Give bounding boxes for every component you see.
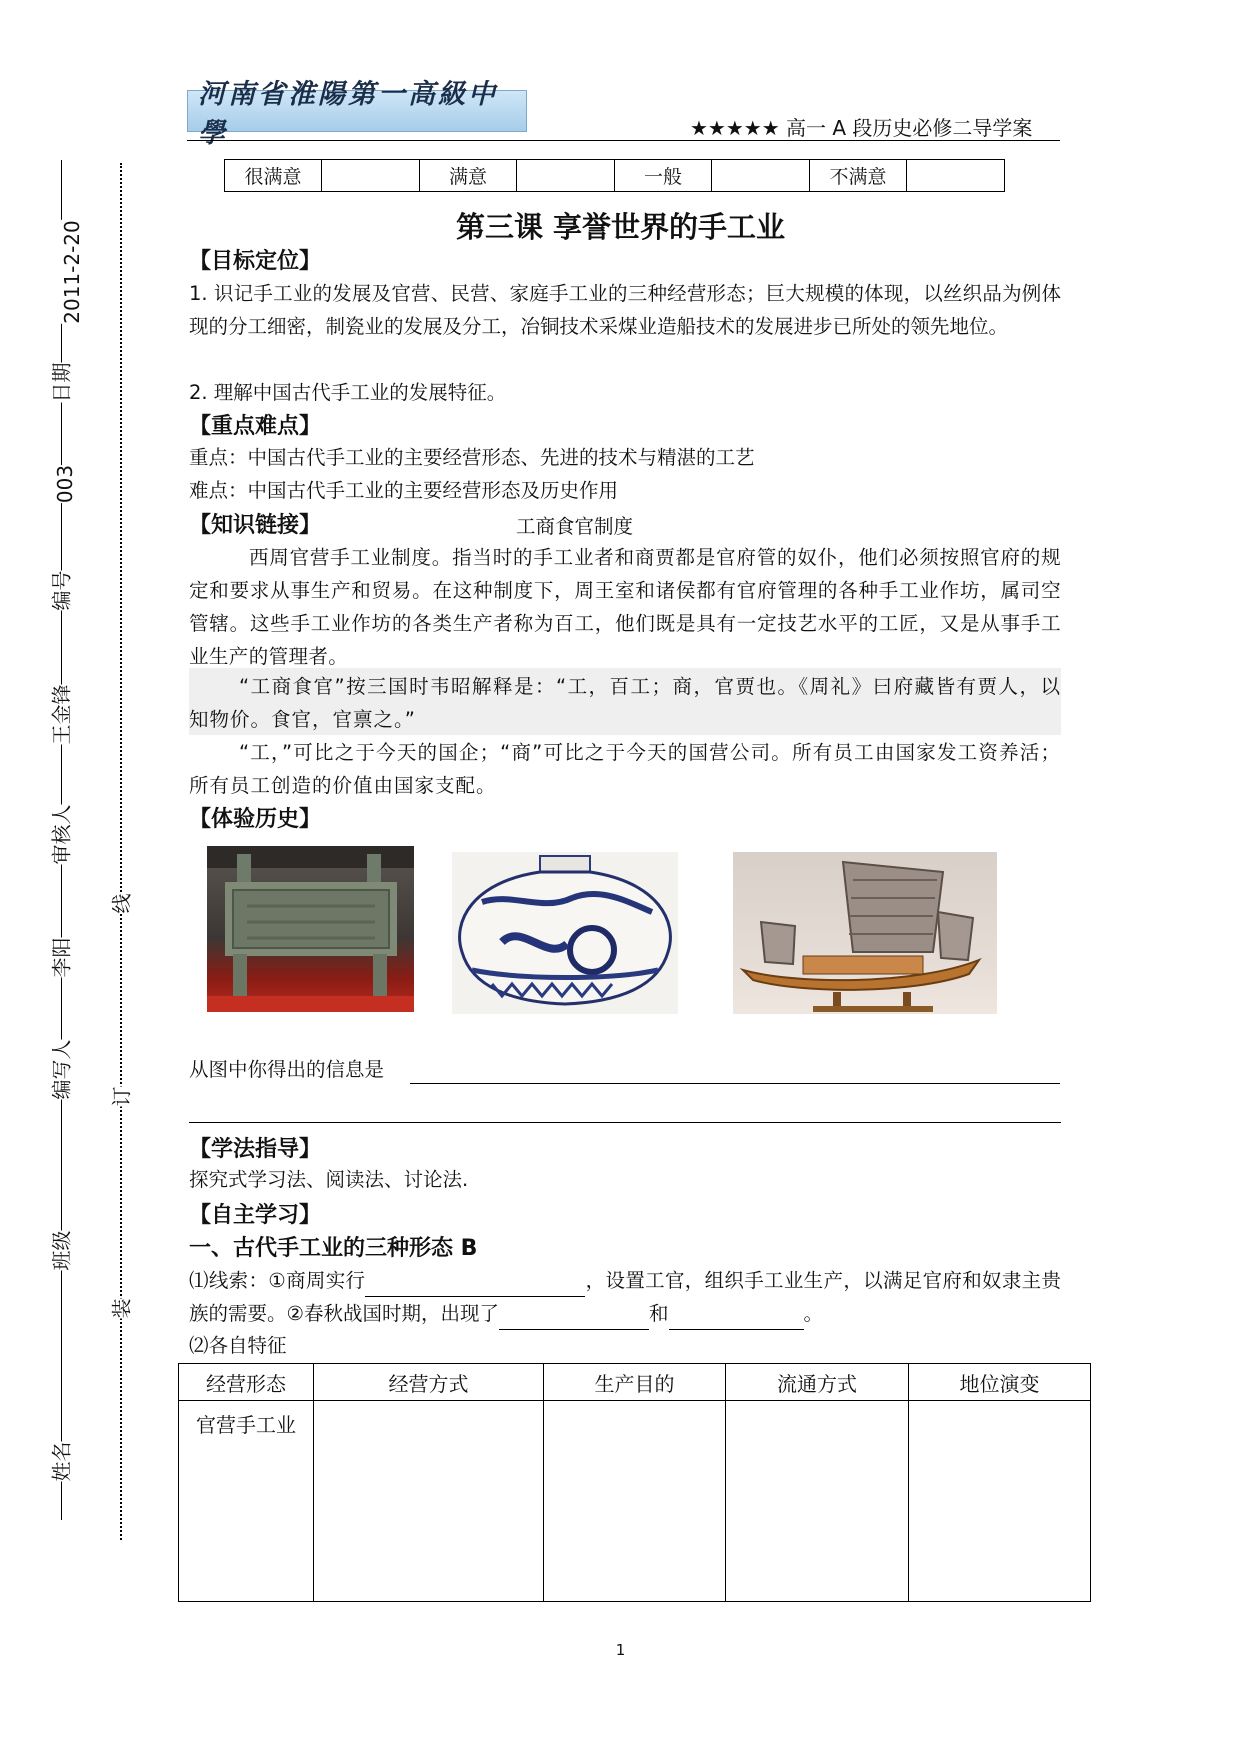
binding-label-zhuang: 装: [102, 1299, 139, 1319]
section-key: 【重点难点】: [189, 414, 322, 439]
table-cell-method[interactable]: [314, 1401, 544, 1602]
key-point: 重点：中国古代手工业的主要经营形态、先进的技术与精湛的工艺: [189, 446, 755, 469]
section-method: 【学法指导】: [189, 1137, 322, 1162]
table-cell-circulation[interactable]: [726, 1401, 909, 1602]
table-cell-form: 官营手工业: [179, 1401, 314, 1602]
clue-paragraph: [189, 1264, 1061, 1330]
section-self-study: 【自主学习】: [189, 1203, 322, 1228]
rating-box-unsatisfied[interactable]: [907, 160, 1005, 192]
goal-item-1: 1. 识记手工业的发展及官营、民营、家庭手工业的三种经营形态；巨大规模的体现，以丝织品为例体现的分工细密，制瓷业的发展及分工，冶铜技术采煤业造船技术的发展进步已所处的领先地位。: [189, 282, 1061, 338]
info-answer-line-1[interactable]: [410, 1083, 1060, 1084]
junk-ship-icon: [733, 852, 997, 1014]
header-rule: [187, 140, 1060, 141]
bronze-ding-icon: [207, 846, 414, 1012]
rating-label-average: 一般: [615, 160, 712, 192]
binding-dotted-line: [120, 163, 122, 1540]
sidebar-class-label: 班级: [46, 1231, 75, 1271]
blue-white-jar-icon: [452, 852, 678, 1014]
section-experience: 【体验历史】: [189, 807, 322, 832]
table-cell-purpose[interactable]: [544, 1401, 726, 1602]
link-paragraph-1: 西周官营手工业制度。指当时的手工业者和商贾都是官府管的奴仆，他们必须按照官府的规定和要求从事生产和贸易。在这种制度下，周王室和诸侯都有官府管理的各种手工业作坊，属司空管辖。这些手工业作坊的各类生产者称为百工，他们既是具有一定技艺水平的工匠，又是从事手工业生产的管理者。: [189, 546, 1061, 668]
part1-title: 一、古代手工业的三种形态 B: [189, 1236, 478, 1261]
link-paragraph-3: “工，”可比之于今天的国企；“商”可比之于今天的国营公司。所有员工由国家发工资养活；所有员工创造的价值由国家支配。: [189, 741, 1061, 797]
table-header-purpose: 生产目的: [544, 1364, 726, 1401]
sidebar-date-label: 日期: [46, 363, 75, 403]
table-header-method: 经营方式: [314, 1364, 544, 1401]
page-number: 1: [615, 1641, 626, 1659]
sidebar-author-value: 李阳: [46, 938, 75, 978]
rating-box-satisfied[interactable]: [517, 160, 615, 192]
binding-label-ding: 订: [102, 1087, 139, 1107]
rating-box-average[interactable]: [712, 160, 810, 192]
sidebar-number-value: 003: [53, 464, 78, 504]
table-header-form: 经营形态: [179, 1364, 314, 1401]
rating-label-very-satisfied: 很满意: [225, 160, 322, 192]
section-link: 【知识链接】: [189, 513, 322, 538]
rating-label-satisfied: 满意: [420, 160, 517, 192]
info-prompt: 从图中你得出的信息是: [189, 1058, 385, 1081]
clue-text-4: 。: [803, 1302, 824, 1325]
info-answer-line-2[interactable]: [189, 1122, 1061, 1123]
section-goal: 【目标定位】: [189, 249, 322, 274]
table-row: [179, 1401, 1091, 1602]
clue-blank-3[interactable]: [669, 1307, 804, 1330]
sidebar-reviewer-label: 审核人: [46, 805, 75, 865]
bronze-ding-image: [207, 846, 414, 1012]
clue-text-2: ，设置工官，组织手工业生产，以满足官府和奴隶主贵族的需要。②春秋战国时期，出现了: [189, 1269, 1061, 1325]
clue-blank-2[interactable]: [499, 1307, 649, 1330]
sidebar-name-label: 姓名: [46, 1442, 75, 1482]
course-header: ★★★★★ 高一 A 段历史必修二导学案: [690, 116, 1033, 140]
rating-label-unsatisfied: 不满意: [810, 160, 907, 192]
clue-text-3: 和: [648, 1302, 669, 1325]
difficult-point: 难点：中国古代手工业的主要经营形态及历史作用: [189, 479, 619, 502]
goal-item-2: 2. 理解中国古代手工业的发展特征。: [189, 381, 507, 404]
lesson-title: 第三课 享誉世界的手工业: [455, 210, 786, 244]
clue-text-1: ⑴线索：①商周实行: [189, 1269, 366, 1292]
features-table: [178, 1363, 1091, 1602]
sidebar-date-value: 2011-2-20: [59, 220, 84, 324]
table-cell-status[interactable]: [909, 1401, 1091, 1602]
sidebar-author-label: 编写人: [46, 1040, 75, 1100]
table-header-circulation: 流通方式: [726, 1364, 909, 1401]
link-subtitle: 工商食官制度: [516, 515, 634, 538]
sidebar-number-label: 编号: [46, 571, 75, 611]
school-logo: 河南省淮陽第一高級中學: [187, 90, 527, 132]
sidebar-reviewer-value: 王金锋: [46, 685, 75, 745]
link-paragraph-2: “工商食官”按三国时韦昭解释是：“工，百工；商，官贾也。《周礼》曰府藏皆有贾人，以知物价。食官，官禀之。”: [189, 675, 1061, 731]
clue-blank-1[interactable]: [365, 1274, 585, 1297]
binding-sidebar: [0, 0, 135, 1754]
rating-box-very-satisfied[interactable]: [322, 160, 420, 192]
table-header-status: 地位演变: [909, 1364, 1091, 1401]
method-text: 探究式学习法、阅读法、讨论法.: [189, 1168, 469, 1191]
binding-label-xian: 线: [102, 894, 139, 914]
features-label: ⑵各自特征: [189, 1334, 287, 1357]
satisfaction-rating: [224, 159, 1005, 192]
junk-ship-image: [733, 852, 997, 1014]
blue-white-jar-image: [452, 852, 678, 1014]
